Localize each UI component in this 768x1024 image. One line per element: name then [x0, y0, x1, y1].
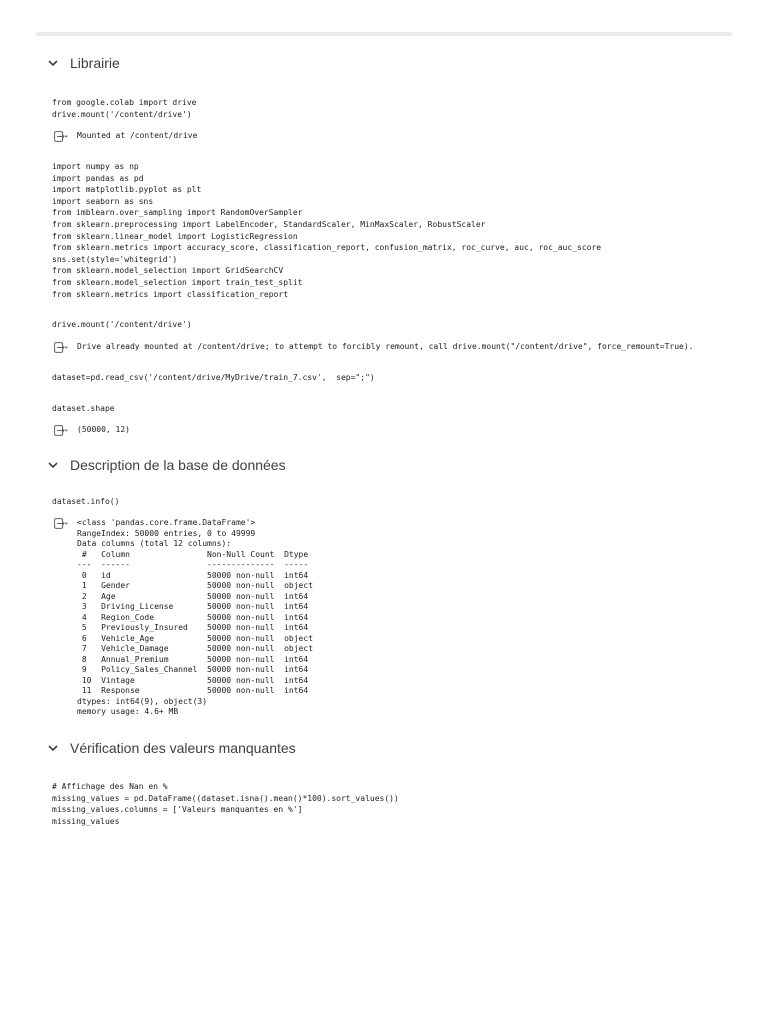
- output-toggle-icon[interactable]: [54, 131, 68, 142]
- cell-output: [54, 342, 694, 353]
- output-toggle-icon[interactable]: [54, 425, 68, 436]
- chevron-down-icon[interactable]: [46, 741, 60, 755]
- cell-output: [54, 518, 313, 718]
- output-text: (50000, 12): [77, 425, 130, 434]
- code-cell-shape[interactable]: dataset.shape: [52, 404, 115, 413]
- output-toggle-icon[interactable]: [54, 342, 68, 353]
- code-cell-info[interactable]: dataset.info(): [52, 497, 120, 506]
- output-toggle-icon[interactable]: [54, 518, 68, 529]
- section-title: Description de la base de données: [70, 457, 286, 473]
- section-header-description[interactable]: [46, 454, 286, 476]
- code-cell-drive-mount[interactable]: from google.colab import drive drive.mount('/content/drive'): [52, 98, 197, 119]
- section-title: Librairie: [70, 55, 120, 71]
- section-header-librairie[interactable]: [46, 52, 120, 74]
- output-text: Drive already mounted at /content/drive; to attempt to forcibly remount, call drive.mount("/content/drive", force_remount=True).: [77, 342, 694, 351]
- code-cell-missing-values[interactable]: # Affichage des Nan en % missing_values = pd.DataFrame((dataset.isna().mean()*100).sort_values()) missing_values.columns = ['Valeurs manquantes en %'] missing_values: [52, 782, 399, 826]
- code-cell-imports[interactable]: import numpy as np import pandas as pd import matplotlib.pyplot as plt import seaborn as sns from imblearn.over_sampling import RandomOverSampler from sklearn.preprocessing import LabelEncoder, StandardScaler, MinMaxScaler, RobustScaler from sklearn.linear_model import LogisticRegression from sklearn.metrics import accuracy_score, classification_report, confusion_matrix, roc_curve, auc, roc_auc_score sns.set(style='whitegrid') from sklearn.model_selection import GridSearchCV from sklearn.model_selection import train_test_split from sklearn.metrics import classification_report: [52, 162, 602, 299]
- chevron-down-icon[interactable]: [46, 458, 60, 472]
- output-text: Mounted at /content/drive: [77, 131, 198, 140]
- top-divider: [36, 32, 732, 36]
- cell-output: [54, 131, 197, 142]
- section-header-verification[interactable]: [46, 737, 296, 759]
- cell-output: [54, 425, 130, 436]
- chevron-down-icon[interactable]: [46, 56, 60, 70]
- code-cell-drive-mount-2[interactable]: drive.mount('/content/drive'): [52, 320, 192, 329]
- section-title: Vérification des valeurs manquantes: [70, 740, 296, 756]
- code-cell-read-csv[interactable]: dataset=pd.read_csv('/content/drive/MyDrive/train_7.csv', sep=";"): [52, 373, 375, 382]
- output-text: <class 'pandas.core.frame.DataFrame'> RangeIndex: 50000 entries, 0 to 49999 Data columns (total 12 columns): # Column Non-Null Count Dtype --- ------ -------------- ----- 0 id 50000 non-null int64 1 Gender 50000 non-null object 2 Age 50000 non-null int64 3 Driving_License 50000 non-null int64 4 Region_Code 50000 non-null int64 5 Previously_Insured 50000 non-null int64 6 Vehicle_Age 50000 non-null object 7 Vehicle_Damage 50000 non-null object 8 Annual_Premium 50000 non-null int64 9 Policy_Sales_Channel 50000 non-null int64 10 Vintage 50000 non-null int64 11 Response 50000 non-null int64 dtypes: int64(9), object(3) memory usage: 4.6+ MB: [77, 518, 314, 716]
